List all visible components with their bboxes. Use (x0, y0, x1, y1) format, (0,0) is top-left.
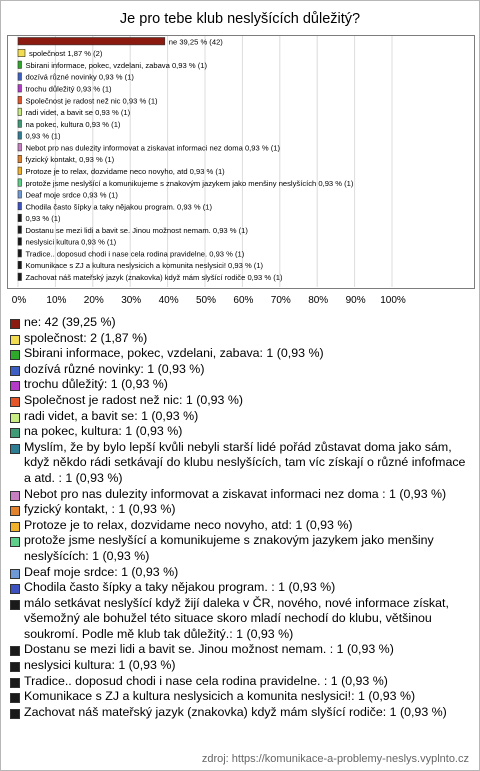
legend-item (9, 533, 471, 564)
legend-swatch (10, 537, 20, 547)
legend-item (9, 331, 471, 347)
legend-swatch (10, 506, 20, 516)
bar (18, 38, 165, 45)
bar (18, 108, 21, 115)
legend-label: Nebot pro nas dulezity informovat a ziskavat informaci nez doma : 1 (0,93 %) (24, 486, 447, 501)
legend-item (9, 409, 471, 425)
bar (18, 238, 21, 245)
legend-item (9, 689, 471, 705)
bar-data-label: Chodila často šípky a taky nějakou program. 0,93 % (1) (25, 202, 213, 212)
legend-swatch (10, 600, 20, 610)
bar-data-label: Protoze je to relax, dozvidame neco novyho, atd 0,93 % (1) (25, 166, 225, 176)
bar-data-label: Komunikace s ZJ a kultura neslysicich a komunita neslysici! 0,93 % (1) (25, 261, 264, 271)
bar-data-label: 0,93 % (1) (25, 131, 61, 141)
bar-chart (1, 1, 479, 311)
legend-label: Zachovat náš mateřský jazyk (znakovka) když mám slyšící rodiče: 1 (0,93 %) (24, 704, 447, 719)
legend-swatch (10, 709, 20, 719)
legend-label: Chodila často šípky a taky nějakou program. : 1 (0,93 %) (24, 580, 336, 595)
legend-swatch (10, 397, 20, 407)
bar-data-label: fyzický kontakt, 0,93 % (1) (25, 155, 115, 165)
legend-label: Protoze je to relax, dozvidame neco novyho, atd: 1 (0,93 %) (24, 517, 353, 532)
legend-swatch (10, 381, 20, 391)
x-tick-label: 100% (380, 295, 406, 306)
legend-item (9, 393, 471, 409)
x-tick-label: 50% (195, 295, 217, 306)
bar-data-label: Zachovat náš mateřský jazyk (znakovka) když mám slyšící rodiče 0,93 % (1) (25, 273, 283, 282)
bar (18, 261, 21, 268)
x-tick-label: 0% (11, 295, 27, 306)
source-note: zdroj: https://komunikace-a-problemy-neslys.vyplnto.cz (201, 753, 469, 765)
legend-item (9, 424, 471, 440)
legend-item (9, 315, 471, 331)
bar-data-label: společnost 1,87 % (2) (28, 49, 103, 59)
legend-label: Sbirani informace, pokec, vzdelani, zabava: 1 (0,93 %) (24, 346, 324, 361)
legend-item (9, 502, 471, 518)
x-tick-label: 40% (158, 295, 179, 306)
bar (18, 73, 21, 80)
legend-label: Tradice.. doposud chodi i nase cela rodina pravidelne. : 1 (0,93 %) (24, 673, 388, 688)
legend-label: Komunikace s ZJ a kultura neslysicich a komunita neslysici!: 1 (0,93 %) (24, 689, 416, 704)
bar-data-label: protože jsme neslyšící a komunikujeme s znakovým jazykem jako menšiny neslyšících 0,93 % (1) (25, 178, 354, 188)
legend-swatch (10, 693, 20, 703)
bar (18, 132, 21, 139)
legend-label: ne: 42 (39,25 %) (24, 315, 116, 329)
legend-swatch (10, 350, 20, 360)
bar (18, 49, 25, 56)
legend-item (9, 565, 471, 581)
legend-swatch (10, 319, 20, 329)
legend-item (9, 674, 471, 690)
x-tick-label: 10% (46, 295, 67, 306)
chart-title: Je pro tebe klub neslyšících důležitý? (119, 11, 361, 27)
bar (18, 61, 21, 68)
legend-label: Deaf moje srdce: 1 (0,93 %) (24, 564, 179, 579)
bar (18, 96, 21, 103)
x-tick-label: 20% (83, 295, 104, 306)
legend-label: na pokec, kultura: 1 (0,93 %) (24, 424, 183, 439)
legend-swatch (10, 569, 20, 579)
bar (18, 179, 21, 186)
legend-item (9, 658, 471, 674)
legend-swatch (10, 678, 20, 688)
bar (18, 226, 21, 233)
bar-data-label: trochu důležitý 0,93 % (1) (25, 84, 112, 94)
legend-item (9, 377, 471, 393)
bar-data-label: Dostanu se mezi lidi a bavit se. Jinou možnost nemam. 0,93 % (1) (25, 225, 248, 235)
bar-data-label: radi videt, a bavit se 0,93 % (1) (25, 108, 131, 118)
bar-data-label: Společnost je radost než nic 0,93 % (1) (25, 96, 158, 106)
legend-label: radi videt, a bavit se: 1 (0,93 %) (24, 408, 199, 423)
legend-item (9, 518, 471, 534)
legend-swatch (10, 428, 20, 438)
x-tick-label: 60% (233, 295, 254, 306)
legend-label: protože jsme neslyšící a komunikujeme s znakovým jazykem jako menšiny neslyšících: 1 (0,93 %) (24, 533, 434, 563)
bar-data-label: 0,93 % (1) (25, 214, 61, 224)
bar-data-label: ne 39,25 % (42) (168, 37, 223, 47)
legend-swatch (10, 522, 20, 532)
bar (18, 214, 21, 221)
legend-swatch (10, 491, 20, 501)
bar-data-label: Nebot pro nas dulezity informovat a ziskavat informaci nez doma 0,93 % (1) (25, 143, 280, 153)
bar-data-label: na pokec, kultura 0,93 % (1) (25, 119, 121, 129)
legend-label: málo setkávat neslyšící když žijí daleka v ČR, nového, nové informace získat, všemožný ale bohužel této situace skoro mladí nechodí do klubu, většinou soukromí. Podle mě klub tak důležitý.: 1 (0,93 %) (24, 595, 449, 641)
bar (18, 155, 21, 162)
legend-item (9, 580, 471, 596)
legend-swatch (10, 444, 20, 454)
x-tick-label: 90% (345, 295, 366, 306)
x-tick-label: 70% (270, 295, 291, 306)
bar (18, 144, 21, 151)
bar (18, 202, 21, 209)
legend-item (9, 596, 471, 643)
legend-swatch (10, 335, 20, 345)
bar-data-label: neslysici kultura 0,93 % (1) (25, 237, 117, 247)
bar (18, 273, 21, 280)
bar (18, 85, 21, 92)
legend-label: společnost: 2 (1,87 %) (24, 330, 148, 345)
legend-swatch (10, 646, 20, 656)
bar-data-label: Tradice.. doposud chodi i nase cela rodina pravidelne. 0,93 % (1) (25, 249, 245, 259)
legend-item (9, 642, 471, 658)
bar (18, 167, 21, 174)
legend-swatch (10, 413, 20, 423)
bar (18, 250, 21, 257)
legend-item (9, 362, 471, 378)
x-tick-label: 80% (308, 295, 329, 306)
legend-item (9, 346, 471, 362)
bar-data-label: Deaf moje srdce 0,93 % (1) (25, 190, 118, 200)
legend-swatch (10, 662, 20, 672)
bar-data-label: dozívá různé novinky 0,93 % (1) (25, 72, 134, 82)
legend-swatch (10, 366, 20, 376)
legend-item (9, 440, 471, 487)
legend-label: Společnost je radost než nic: 1 (0,93 %) (24, 392, 244, 407)
legend-item (9, 487, 471, 503)
legend (9, 315, 471, 720)
legend-label: trochu důležitý: 1 (0,93 %) (24, 377, 168, 392)
legend-label: dozívá různé novinky: 1 (0,93 %) (24, 361, 205, 376)
legend-swatch (10, 584, 20, 594)
legend-label: fyzický kontakt, : 1 (0,93 %) (24, 502, 176, 517)
bar-data-label: Sbirani informace, pokec, vzdelani, zabava 0,93 % (1) (25, 60, 207, 70)
legend-label: neslysici kultura: 1 (0,93 %) (24, 658, 176, 673)
legend-label: Dostanu se mezi lidi a bavit se. Jinou možnost nemam. : 1 (0,93 %) (24, 642, 394, 657)
bar (18, 120, 21, 127)
x-tick-label: 30% (121, 295, 142, 306)
legend-label: Myslím, že by bylo lepší kvůli nebyli starší lidé pořád zůstavat doma jako sám, když někdo rádi setkávají do klubu neslyšících, tam víc získají o různé infofmace a atd. : 1 (0,93 %) (24, 439, 466, 485)
bar (18, 191, 21, 198)
legend-item (9, 705, 471, 721)
